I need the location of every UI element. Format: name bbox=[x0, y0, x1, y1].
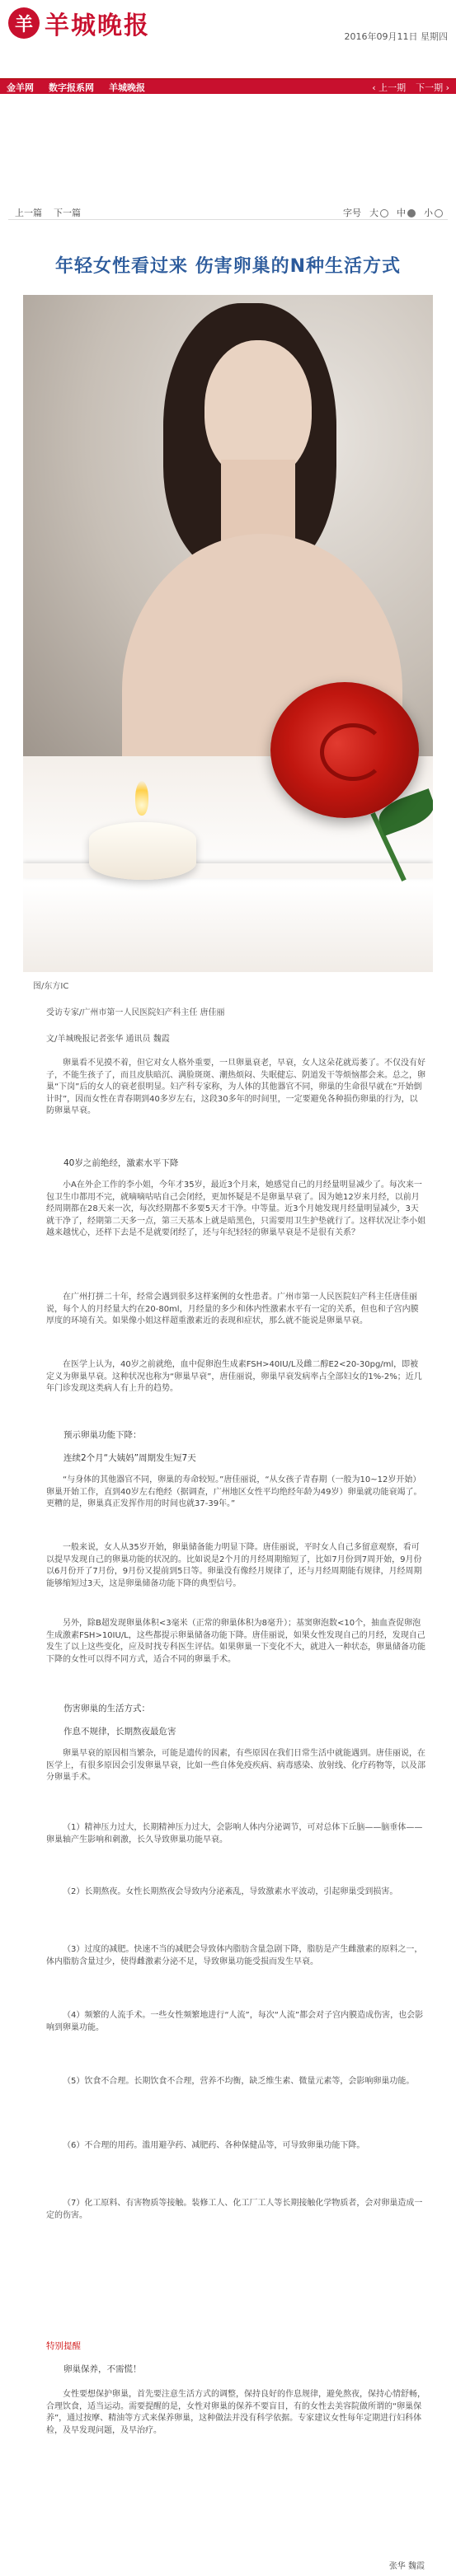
footer-author: 张华 魏霞 bbox=[388, 2562, 425, 2571]
radio-icon bbox=[435, 209, 443, 217]
candle-icon bbox=[89, 822, 196, 880]
next-issue-link[interactable]: 下一期 › bbox=[416, 82, 449, 93]
lifestyle-item-3: （3）过度的减肥。快速不当的减肥会导致体内脂肪含量急剧下降，脂肪是产生雌激素的原料之一，体内脂肪含量过少，使得雌激素分泌不足，导致卵巢功能受损而发生早衰。 bbox=[46, 1945, 423, 1966]
nav-link-jinyang[interactable]: 金羊网 bbox=[7, 82, 34, 93]
lifestyle-item-6: （6）不合理的用药。滥用避孕药、减肥药、各种保健品等，可导致卵巢功能下降。 bbox=[63, 2141, 365, 2150]
font-size-label: 字号 bbox=[343, 208, 361, 218]
paragraph-lifespan: “与身体的其他器官不同，卵巢的寿命较短。”唐佳丽说，“从女孩子青春期（一般为10~12岁开始）卵巢开始工作，直到40岁左右绝经（据调查，广州地区女性平均绝经年龄为49岁）卵巢就功能衰竭了。更糟的是，卵巢真正发挥作用的时间也就37-39年。” bbox=[46, 1475, 422, 1508]
radio-selected-icon bbox=[407, 209, 416, 217]
prev-issue-link[interactable]: ‹ 上一期 bbox=[372, 82, 407, 93]
section-heading-freq: 连续2个月“大姨妈”周期发生短7天 bbox=[63, 1453, 196, 1463]
font-size-medium[interactable] bbox=[397, 206, 416, 219]
lifestyle-item-2: （2）长期熬夜。女性长期熬夜会导致内分泌紊乱，导致激素水平波动，引起卵巢受到损害。 bbox=[63, 1887, 398, 1896]
paragraph-causes: 卵巢早衰的原因相当繁杂，可能是遗传的因素，有些原因在我们日常生活中就能遇到。唐佳丽说，在医学上，有很多原因会引发卵巢早衰，比如一些自体免疫疾病、病毒感染、放射线、化疗药物等，以及部分卵巢手术。 bbox=[46, 1749, 425, 1782]
font-size-small[interactable] bbox=[424, 206, 443, 219]
prev-article-link[interactable]: 上一篇 bbox=[15, 208, 42, 218]
logo-mark: 羊 bbox=[8, 7, 40, 39]
logo-text: 羊城晚报 bbox=[45, 12, 150, 40]
next-article-link[interactable]: 下一篇 bbox=[54, 208, 81, 218]
rose-petal-curl bbox=[320, 723, 386, 781]
candle-flame-icon bbox=[135, 781, 148, 816]
prev-issue-label: 上一期 bbox=[378, 82, 407, 93]
article-title: 年轻女性看过来 伤害卵巢的N种生活方式 bbox=[54, 256, 402, 277]
nav-link-digital[interactable]: 数字报系网 bbox=[49, 82, 94, 93]
special-reminder-label: 特别提醒 bbox=[46, 2341, 81, 2351]
special-reminder-title: 卵巢保养，不需慌！ bbox=[63, 2364, 142, 2374]
issue-date: 2016年09月11日 星期四 bbox=[344, 31, 448, 42]
expert-byline: 受访专家/广州市第一人民医院妇产科主任 唐佳丽 bbox=[46, 1008, 225, 1017]
paragraph-closing: 女性要想保护卵巢，首先要注意生活方式的调整，保持良好的作息规律，避免熬夜，保持心情舒畅，合理饮食，适当运动。需要提醒的是，女性对卵巢的保养不要盲目，有的女性去美容院做所谓的“卵巢保养”，通过按摩、精油等方式来保养卵巢，这种做法并没有科学依据。专家建议女性每年定期进行妇科体检，及早发现问题，及早治疗。 bbox=[46, 2390, 425, 2435]
section-heading-causes: 伤害卵巢的生活方式： bbox=[63, 1704, 150, 1713]
section-heading-age: 40岁之前绝经，激素水平下降 bbox=[63, 1158, 179, 1168]
font-size-large[interactable] bbox=[369, 206, 388, 219]
font-small-label: 小 bbox=[424, 208, 433, 218]
radio-icon bbox=[380, 209, 388, 217]
author-byline: 文/羊城晚报记者张华 通讯员 魏霞 bbox=[46, 1035, 170, 1044]
lifestyle-item-5: （5）饮食不合理。长期饮食不合理，营养不均衡，缺乏维生素、微量元素等，会影响卵巢功能。 bbox=[63, 2077, 415, 2086]
article-toolbar bbox=[8, 204, 448, 220]
lifestyle-item-4: （4）频繁的人流手术。一些女性频繁地进行“人流”，每次“人流”都会对子宫内膜造成伤害，也会影响到卵巢功能。 bbox=[46, 2011, 424, 2032]
photo-caption: 图/东方IC bbox=[33, 982, 69, 991]
font-medium-label: 中 bbox=[397, 208, 406, 218]
article-photo bbox=[23, 295, 433, 972]
next-issue-label: 下一期 bbox=[416, 82, 444, 93]
nav-bar bbox=[0, 78, 456, 94]
paragraph-intro: 卵巢看不见摸不着，但它对女人格外重要，一旦卵巢衰老，早衰，女人这朵花就焉萎了。不仅没有好子，不能生孩子了，而且皮肤暗沉、满脸斑斑、潮热烦闷、失眠健忘、阴道发干等烦恼都会来。总之，卵巢“下岗”后的女人的衰老很明显。妇产科专家称，为人体的其他器官不同，卵巢的生命很早就在“开始倒计时”，因而女性在青春期到40多岁左右，这段30多年的时间里，一定要避免各种损伤卵巢的行为，以防卵巢早衰。 bbox=[46, 1059, 425, 1115]
paragraph-definition: 在医学上认为，40岁之前就绝，血中促卵泡生成素FSH>40IU/L及雌二醇E2<20-30pg/ml，即被定义为卵巢早衰。这种状况也称为“卵巢早衰”，唐佳丽说，卵巢早衰发病率占全部妇女的1%-2%；近几年门诊发现这类病人有上升的趋势。 bbox=[46, 1360, 422, 1393]
paragraph-case: 小A在外企工作的李小姐，今年才35岁，最近3个月来，她感觉自己的月经量明显减少了。每次来一包卫生巾都用不完，就嘀嘀咕咕自己会闭经，更加怀疑是不是卵巢早衰了。因为她12岁来月经，以前月经周期都在28天来一次，每次经期都不多要5天才干净。中等量。近3个月她发现月经量明显减少，3天就干净了，经期第二天多一点，第三天基本上就是暗黑色，只需要用卫生护垫就行了。这样状况让李小姐越来越忧心，还样下去是不是就要闭经了，还与年纪轻轻的卵巢早衰是不是很有关系？ bbox=[46, 1180, 425, 1237]
section-heading-lead: 预示卵巢功能下降： bbox=[63, 1430, 142, 1440]
nav-link-ycwb[interactable]: 羊城晚报 bbox=[109, 82, 145, 93]
lifestyle-item-1: （1）精神压力过大，长期精神压力过大，会影响人体内分泌调节，可对总体下丘脑——脑垂体——卵巢轴产生影响和刺激，长久导致卵巢功能早衰。 bbox=[46, 1823, 423, 1844]
paragraph-tests: 另外，除B超发现卵巢体积<3毫米（正常的卵巢体积为8毫升）；基窦卵泡数<10个，抽血查促卵泡生成激素FSH>10IU/L，这些都提示卵巢储备功能下降。唐佳丽说，如果女性发现自己的月经，发现自己发生了以上这些变化，应及时找专科医生评估。如果卵巢一下变化不大，就进入一种状态，卵巢储备功能下降的女性可以得不同方式，适合不同的卵巢手术。 bbox=[46, 1619, 425, 1664]
masthead bbox=[0, 0, 456, 48]
lifestyle-item-7: （7）化工原料、有害物质等接触。装修工人、化工厂工人等长期接触化学物质者，会对卵巢造成一定的伤害。 bbox=[46, 2199, 423, 2220]
logo[interactable] bbox=[8, 5, 150, 41]
paragraph-observation: 一般来说，女人从35岁开始，卵巢储备能力明显下降。唐佳丽说，平时女人自己多留意观察，看可以提早发现自己的卵巢功能的状况的。比如说是2个月的月经周期缩短了，比如7月份到7周开始，9月份以6月份开了7月份，9月份又提前到5日等。卵巢没有像经月规律了，还与月经周期能有规律，月经周期能够缩短过3天，这是卵巢储备功能下降的典型信号。 bbox=[46, 1543, 422, 1588]
photo-tub-edge bbox=[23, 863, 433, 878]
paragraph-doctor: 在广州打拼二十年，经常会遇到很多这样案例的女性患者。广州市第一人民医院妇产科主任唐佳丽说，每个人的月经量大约在20-80ml，月经量的多少和体内性激素水平有一定的关系，但也和子宫内膜厚度的环境有关。如果像小姐这样超重激素近的表现和症状，那么就不能说是卵巢早衰。 bbox=[46, 1293, 419, 1325]
section-heading-sleep: 作息不规律，长期熬夜最危害 bbox=[63, 1727, 176, 1737]
font-large-label: 大 bbox=[369, 208, 378, 218]
